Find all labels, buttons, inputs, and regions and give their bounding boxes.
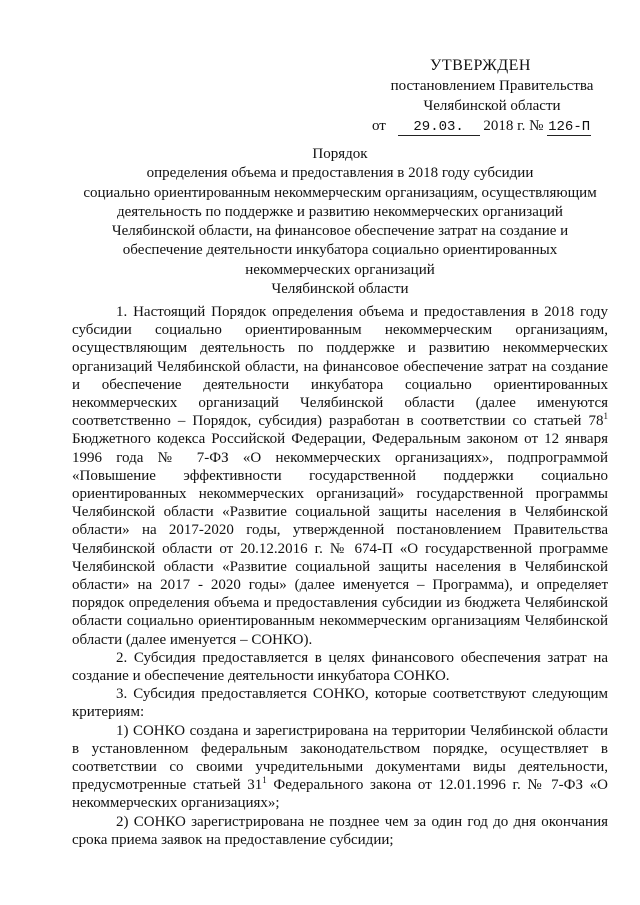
approval-date: 29.03.: [398, 119, 480, 136]
title-heading: Порядок: [312, 146, 368, 162]
superscript: 1: [603, 411, 608, 422]
approval-title: УТВЕРЖДЕН: [430, 57, 531, 74]
title-line: определения объема и предоставления в 2018 году субсидии: [146, 165, 534, 182]
title-line: социально ориентированным некоммерческим организациям, осуществляющим: [83, 184, 597, 201]
criterion-2: 2) СОНКО зарегистрирована не позднее чем за один год до дня окончания срока приема заявок на предоставление субсидии;: [72, 813, 608, 848]
superscript: 1: [262, 775, 267, 786]
approval-line-1: постановлением Правительства: [390, 78, 594, 94]
paragraph-3: 3. Субсидия предоставляется СОНКО, которые соответствуют следующим критериям:: [72, 686, 608, 721]
year-text: 2018 г. №: [483, 118, 544, 134]
title-line: деятельность по поддержке и развитию некоммерческих организаций: [117, 203, 563, 220]
title-line: обеспечение деятельности инкубатора социально ориентированных: [122, 242, 558, 259]
criterion-1: [72, 722, 608, 813]
date-prefix: от: [372, 118, 386, 134]
document-body: [72, 303, 608, 849]
paragraph-1-text-b: Бюджетного кодекса Российской Федерации, Федеральным законом от 12 января 1996 года № 7-ФЗ «О некоммерческих организациях», подпрограммой «Повышение эффективности государственной поддержки социально ориентированных некоммерческих организаций» государственной программы Челябинской области «Развитие социальной защиты населения в Челябинской области» на 2017-2020 годы, утвержденной постановлением Правительства Челябинской области от 20.12.2016 г. № 674-П «О государственной программе Челябинской области «Развитие социальной защиты населения в Челябинской области» на 2017 - 2020 годы» (далее именуется – Программа), и определяет порядок определения объема и предоставления субсидии из бюджета Челябинской области социально ориентированным некоммерческим организациям Челябинской области (далее именуется – СОНКО).: [72, 431, 608, 648]
title-line: некоммерческих организаций: [245, 261, 435, 278]
criterion-1-text-b: Федерального закона от 12.01.1996 г. № 7-ФЗ «О некоммерческих организациях»;: [72, 777, 608, 812]
paragraph-1-text-a: 1. Настоящий Порядок определения объема и предоставления в 2018 году субсидии социально ориентированным некоммерческим организациям, осуществляющим деятельность по поддержке и развитию некоммерческих организаций Челябинской области, на финансовое обеспечение затрат на создание и обеспечение деятельности инкубатора социально ориентированных некоммерческих организаций Челябинской области (далее именуются соответственно – Порядок, субсидия) разработан в соответствии со статьей 78: [72, 304, 608, 430]
approval-line-2: Челябинской области: [423, 98, 561, 114]
approval-number: 126-П: [548, 119, 591, 135]
paragraph-1: [72, 303, 608, 649]
criterion-1-text-a: 1) СОНКО создана и зарегистрирована на территории Челябинской области в установленном федеральным законодательством порядке, осуществляет в соответствии со своими учредительными документами виды деятельности, предусмотренные статьей 31: [72, 722, 608, 794]
approval-date-row: [372, 116, 612, 136]
title-line: Челябинской области, на финансовое обеспечение затрат на создание и: [111, 223, 569, 240]
approval-block: [372, 56, 612, 136]
title-line: Челябинской области: [271, 281, 409, 298]
document-title: [70, 145, 610, 299]
paragraph-2: 2. Субсидия предоставляется в целях финансового обеспечения затрат на создание и обеспечение деятельности инкубатора СОНКО.: [72, 649, 608, 685]
